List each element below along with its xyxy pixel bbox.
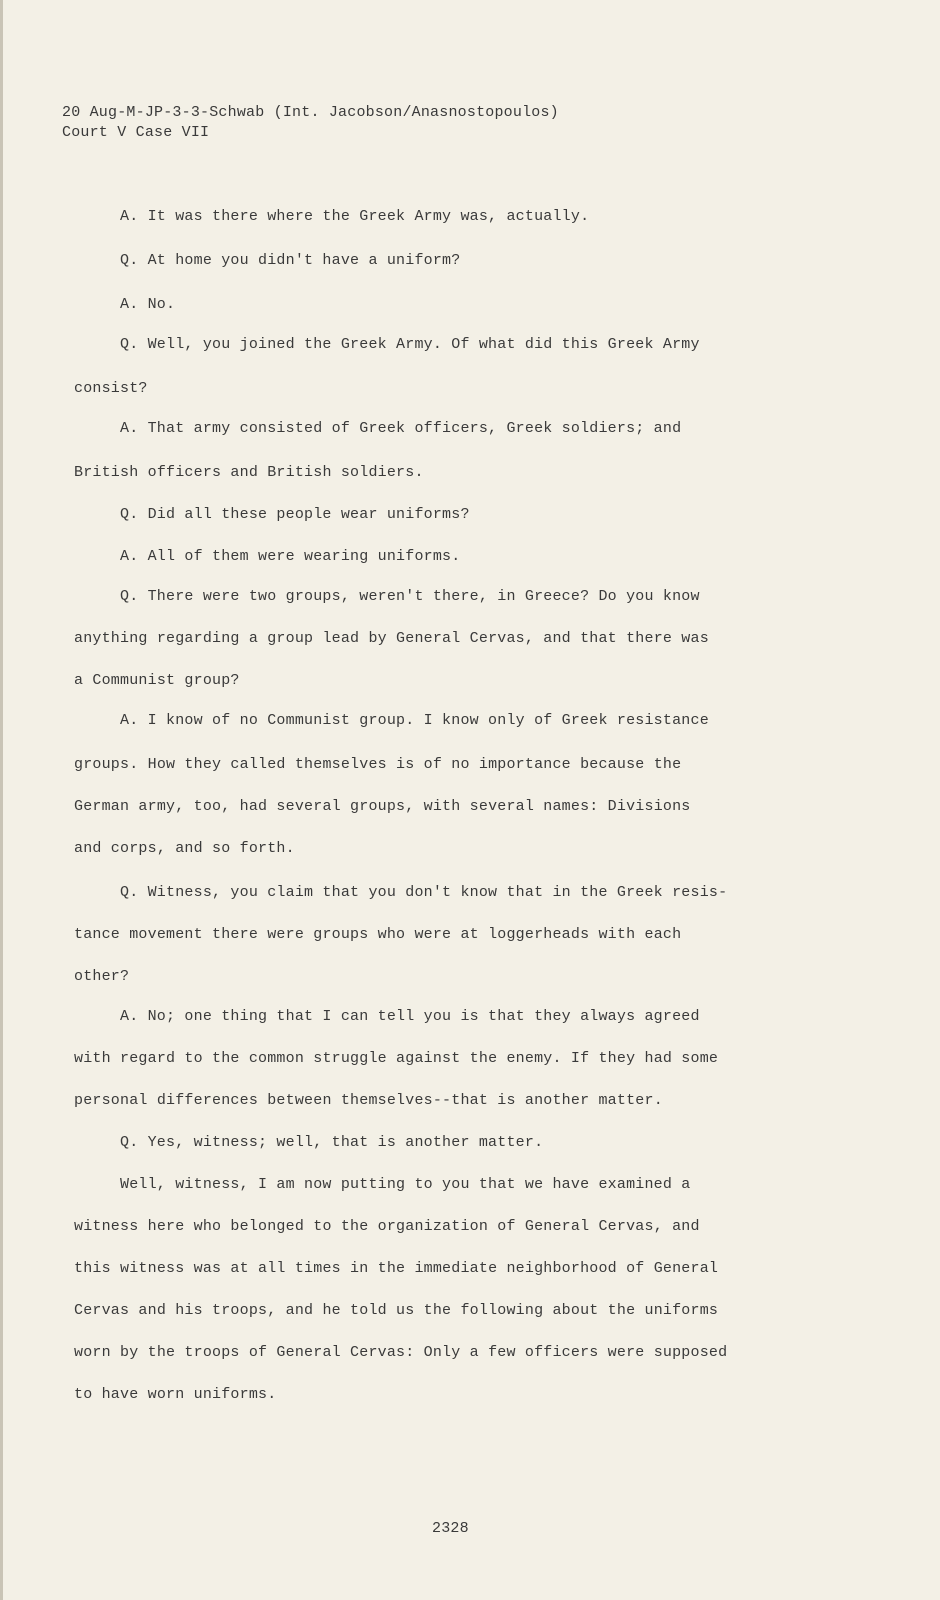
body-line: tance movement there were groups who were at loggerheads with each: [74, 926, 682, 943]
header-court-line: Court V Case VII: [62, 124, 210, 141]
body-line: worn by the troops of General Cervas: Only a few officers were supposed: [74, 1344, 728, 1361]
body-line: Q. Witness, you claim that you don't know that in the Greek resis-: [120, 884, 728, 901]
body-line: with regard to the common struggle against the enemy. If they had some: [74, 1050, 719, 1067]
body-line: this witness was at all times in the immediate neighborhood of General: [74, 1260, 719, 1277]
body-line: and corps, and so forth.: [74, 840, 295, 857]
body-line: A. All of them were wearing uniforms.: [120, 548, 461, 565]
body-line: Q. Did all these people wear uniforms?: [120, 506, 470, 523]
body-line: witness here who belonged to the organization of General Cervas, and: [74, 1218, 700, 1235]
page-number: 2328: [432, 1520, 469, 1537]
body-line: groups. How they called themselves is of no importance because the: [74, 756, 682, 773]
body-line: British officers and British soldiers.: [74, 464, 424, 481]
body-line: Q. There were two groups, weren't there, in Greece? Do you know: [120, 588, 700, 605]
header-session-line: 20 Aug-M-JP-3-3-Schwab (Int. Jacobson/Anasnostopoulos): [62, 104, 559, 121]
body-line: consist?: [74, 380, 148, 397]
body-line: a Communist group?: [74, 672, 240, 689]
body-line: A. I know of no Communist group. I know only of Greek resistance: [120, 712, 709, 729]
body-line: personal differences between themselves--that is another matter.: [74, 1092, 663, 1109]
body-line: Q. Yes, witness; well, that is another matter.: [120, 1134, 544, 1151]
body-line: Q. At home you didn't have a uniform?: [120, 252, 461, 269]
body-line: Well, witness, I am now putting to you that we have examined a: [120, 1176, 691, 1193]
body-line: A. No; one thing that I can tell you is that they always agreed: [120, 1008, 700, 1025]
body-line: Q. Well, you joined the Greek Army. Of what did this Greek Army: [120, 336, 700, 353]
body-line: other?: [74, 968, 130, 985]
body-line: German army, too, had several groups, with several names: Divisions: [74, 798, 691, 815]
body-line: anything regarding a group lead by General Cervas, and that there was: [74, 630, 709, 647]
body-line: A. That army consisted of Greek officers, Greek soldiers; and: [120, 420, 682, 437]
body-line: A. No.: [120, 296, 176, 313]
body-line: to have worn uniforms.: [74, 1386, 277, 1403]
body-line: A. It was there where the Greek Army was, actually.: [120, 208, 590, 225]
body-line: Cervas and his troops, and he told us the following about the uniforms: [74, 1302, 719, 1319]
